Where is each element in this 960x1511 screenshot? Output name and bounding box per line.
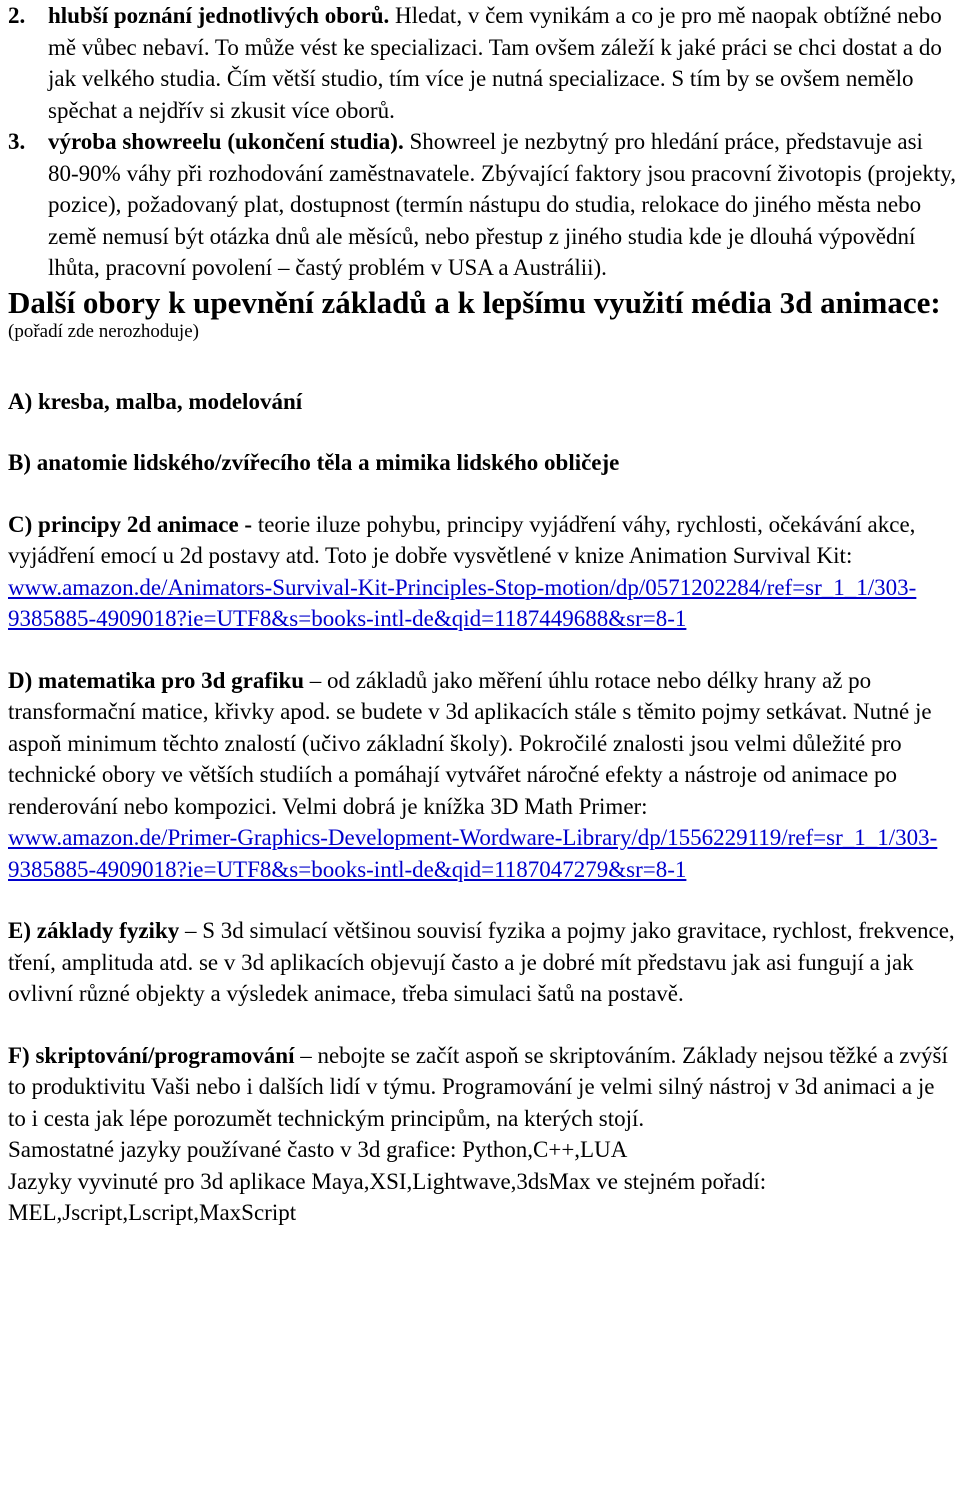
section-b-title: B) anatomie lidského/zvířecího těla a mimika lidského obličeje [8,450,620,475]
list-item [8,0,958,126]
section-heading: Další obory k upevnění základů a k lepšímu využití média 3d animace: [8,284,941,320]
item-title: výroba showreelu (ukončení studia). [48,129,404,154]
section-f [8,1040,958,1135]
section-f-title: skriptování/programování [35,1042,295,1068]
ordering-note: (pořadí zde nerozhoduje) [8,320,199,342]
section-d-prefix: D) [8,667,39,693]
section-d-title: matematika pro 3d grafiku [38,667,305,693]
section-c [8,509,958,635]
list-item [8,126,958,284]
item-text: Hledat, v čem vynikám a co je pro mě naopak obtížné nebo mě vůbec nebaví. To může vést ke specializaci. Tam ovšem záleží k jaké práci se chci dostat a do jak velkého studia. Čím větší studio, tím více je nutná specializace. S tím by se ovšem nemělo spěchat a nejdřív si zkusit více oborů. [48,3,942,123]
section-f-prefix: F) [8,1042,36,1068]
math-primer-link[interactable]: www.amazon.de/Primer-Graphics-Development-Wordware-Library/dp/1556229119/ref=sr_1_1/303-9385885-4909018?ie=UTF8&s=books-intl-de&qid=1187047279&sr=8-1 [8,825,938,882]
section-d-text: – od základů jako měření úhlu rotace nebo délky hrany až po transformační matice, křivky apod. se budete v 3d aplikacích stále s těmito pojmy setkávat. Nutné je aspoň minimum těchto znalostí (učivo základní školy). Pokročilé znalosti jsou velmi důležité pro technické obory ve větších studiích a pomáhají vytvářet náročné efekty a nástroje od animace po renderování nebo kompozici. Velmi dobrá je knížka 3D Math Primer: [8,667,932,819]
item-number: 3. [8,129,26,154]
item-title: hlubší poznání jednotlivých oborů. [48,3,390,28]
app-scripting-languages: Jazyky vyvinuté pro 3d aplikace Maya,XSI,Lightwave,3dsMax ve stejném pořadí: MEL,Jscript,Lscript,MaxScript [8,1168,767,1225]
section-a-title: A) kresba, malba, modelování [8,388,303,414]
item-text: Showreel je nezbytný pro hledání práce, představuje asi 80-90% váhy při rozhodování zaměstnavatele. Zbývající faktory jsou pracovní životopis (projekty, pozice), požadovaný plat, dostupnost (termín nástupu do studia, relokace do jiného města nebo země nemusí být otázka dnů ale měsíců, nebo přestup z jiného studia kde je dlouhá výpovědní lhůta, pracovní povolení – častý problém v USA a Austrálii). [48,129,957,280]
section-e-text: – S 3d simulací většinou souvisí fyzika a pojmy jako gravitace, rychlost, frekvence, tření, amplituda atd. se v 3d aplikacích objevují často a je dobré mít představu jak asi fungují a jak ovlivní různé objekty a výsledek animace, třeba simulaci šatů na postavě. [8,918,955,1006]
item-number: 2. [8,3,26,28]
scripting-languages: Samostatné jazyky používané často v 3d grafice: Python,C++,LUA [8,1137,628,1162]
section-d [8,665,958,886]
animation-survival-kit-link[interactable]: www.amazon.de/Animators-Survival-Kit-Principles-Stop-motion/dp/0571202284/ref=sr_1_1/303-9385885-4909018?ie=UTF8&s=books-intl-de&qid=1187449688&sr=8-1 [8,574,917,631]
section-e-title: základy fyziky [36,918,180,943]
section-e-prefix: E) [8,918,37,943]
section-c-text: teorie iluze pohybu, principy vyjádření váhy, rychlosti, očekávání akce, vyjádření emocí u 2d postavy atd. Toto je dobře vysvětlené v knize Animation Survival Kit: [8,511,916,568]
section-c-title: principy 2d animace - [38,511,253,537]
numbered-list [8,0,958,284]
item-body [48,0,958,126]
section-c-prefix: C) [8,511,39,537]
section-f-text: – nebojte se začít aspoň se skriptováním. Základy nejsou těžké a zvýší to produktivitu Vaši nebo i dalších lidí v týmu. Programování je velmi silný nástroj v 3d animaci a je to i cesta jak lépe porozumět technickým principům, na kterých stojí. [8,1042,948,1131]
section-e [8,915,958,1010]
item-body [48,126,958,284]
